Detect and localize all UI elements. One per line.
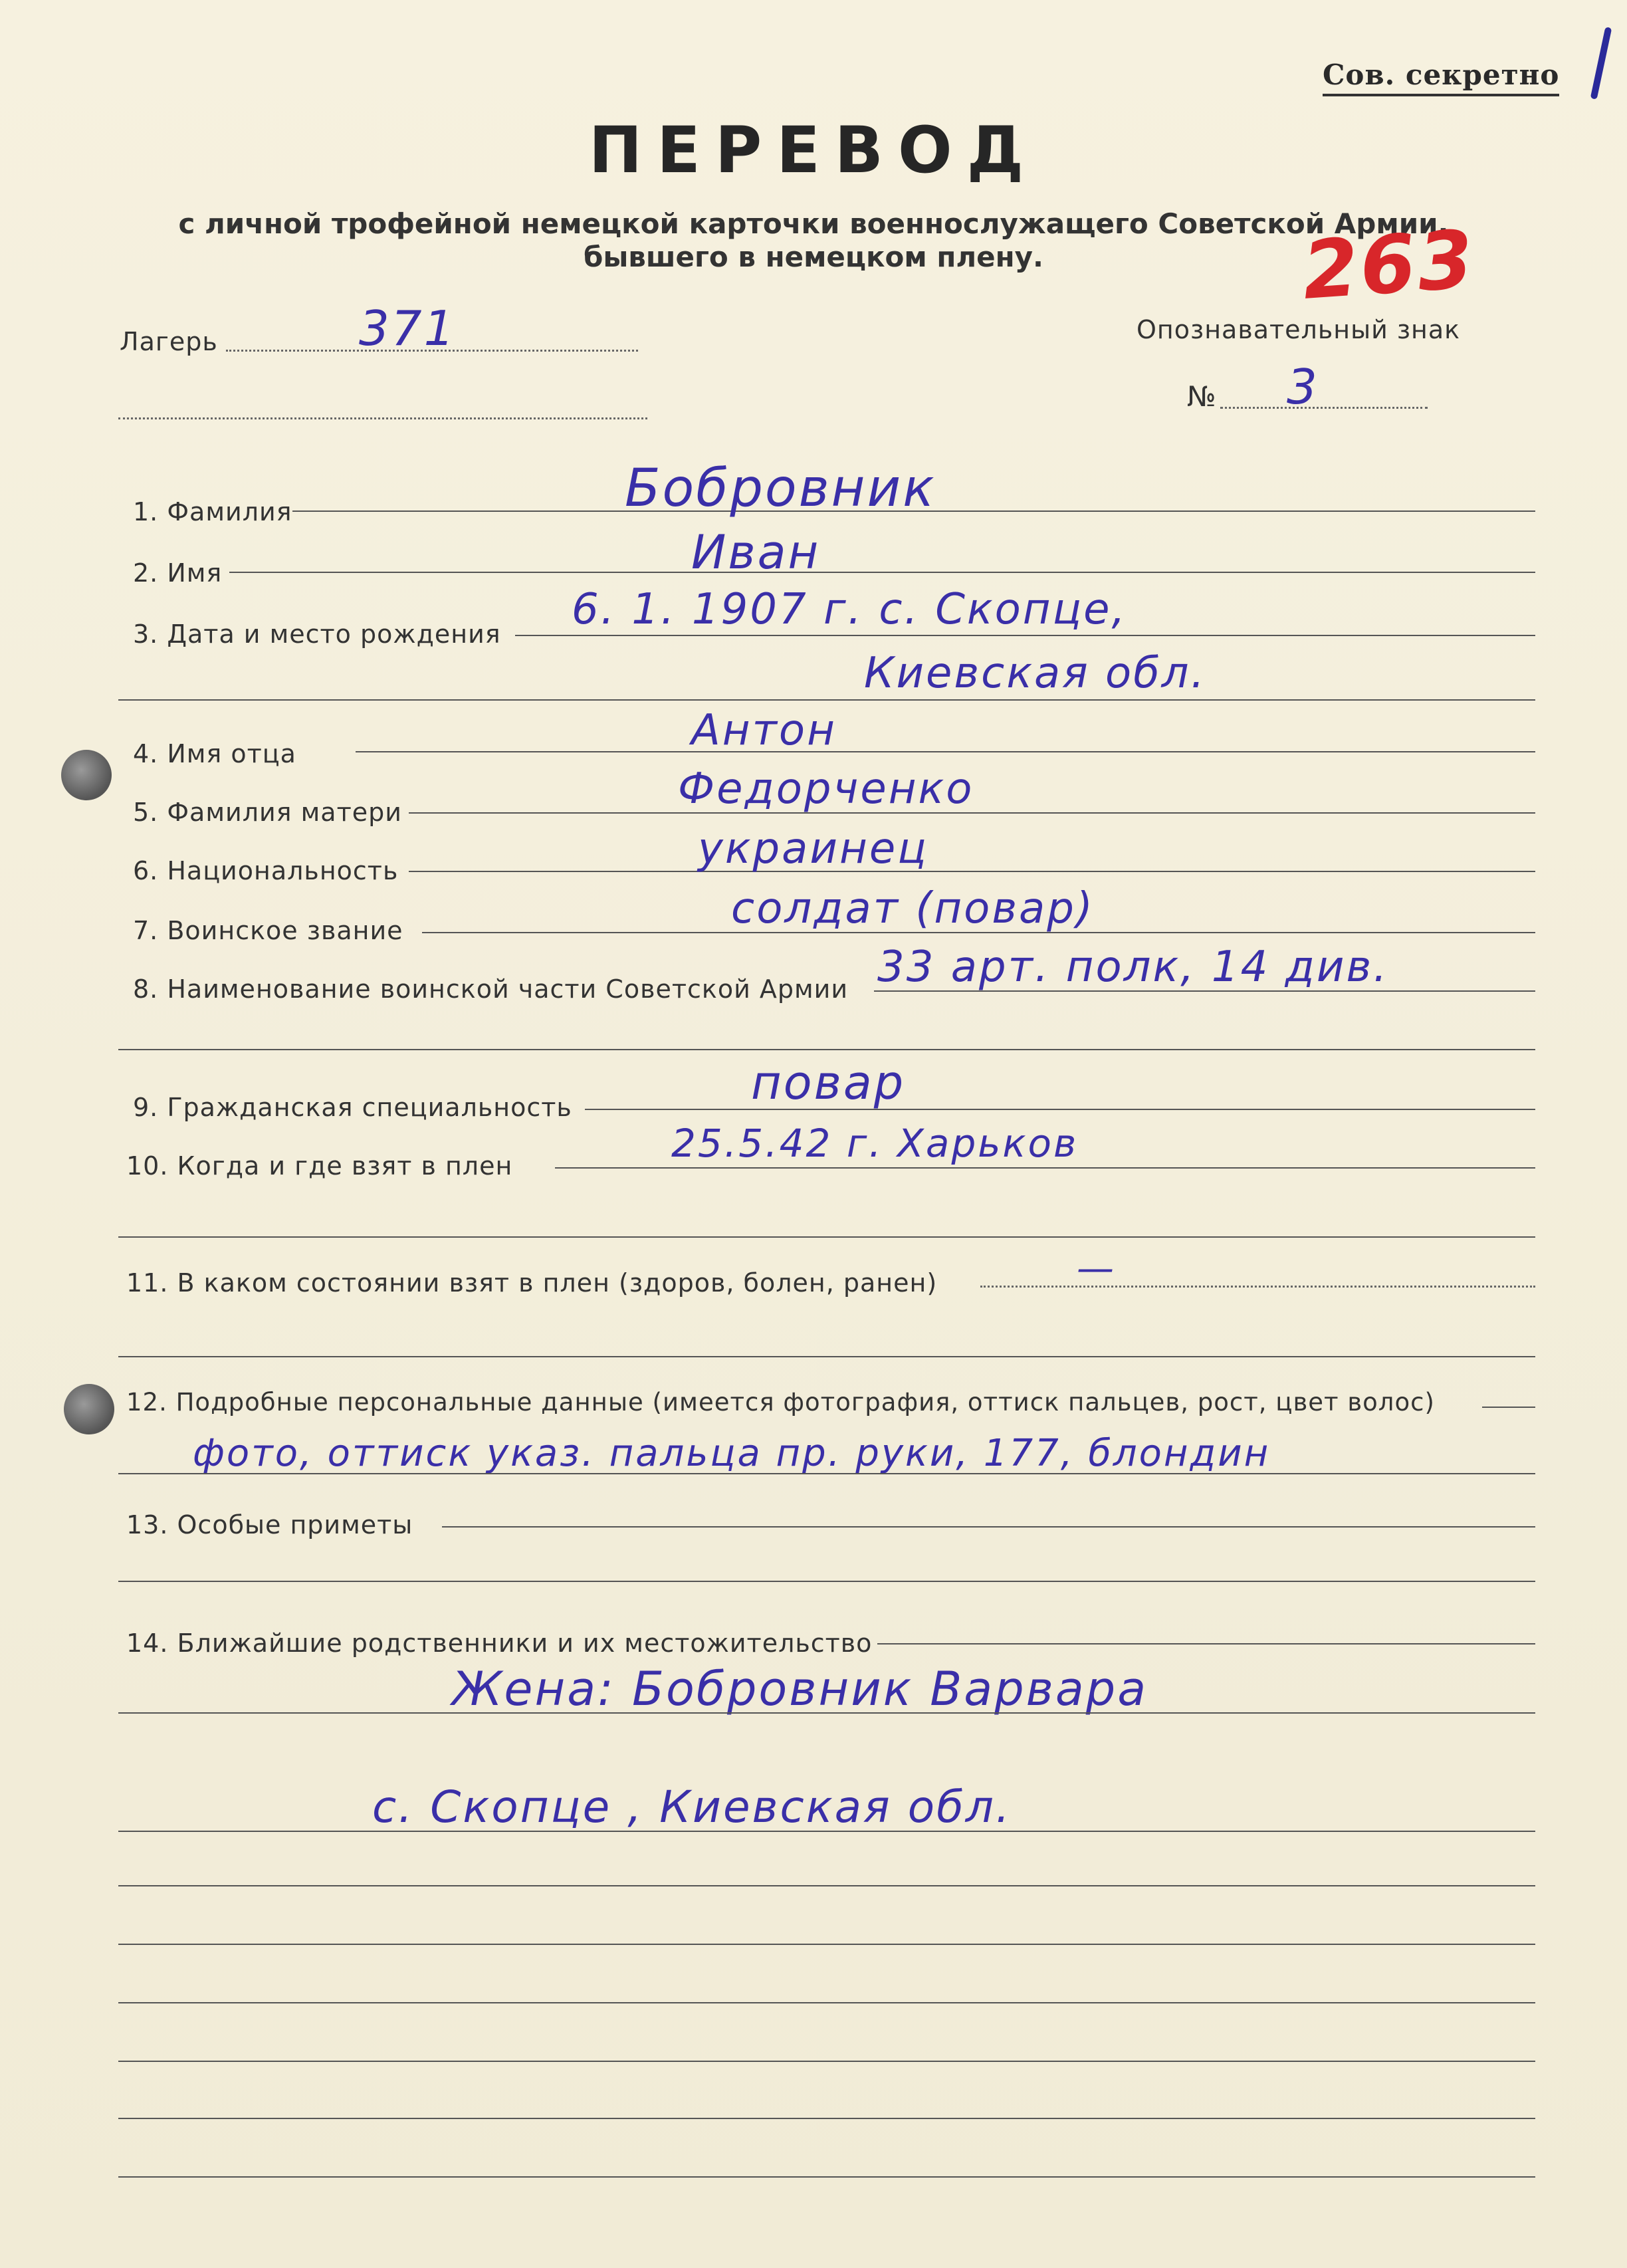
field-14-line: [877, 1643, 1535, 1644]
field-6-value: украинец: [698, 824, 928, 873]
red-handwritten-number: 263: [1299, 213, 1479, 318]
field-4-value: Антон: [691, 706, 837, 755]
id-number-label: №: [1187, 380, 1217, 413]
field-10-line-2: [118, 1236, 1535, 1238]
id-number-value: 3: [1287, 359, 1319, 415]
field-7-value: солдат (повар): [731, 884, 1095, 933]
field-8-label: 8. Наименование воинской части Советской Армии: [133, 974, 849, 1004]
field-8-line-2: [118, 1049, 1535, 1050]
field-12-line: [1482, 1407, 1535, 1408]
field-14-line-2: [118, 1712, 1535, 1714]
camp-value: 371: [359, 300, 457, 356]
document-title: ПЕРЕВОД: [588, 113, 1039, 187]
field-14-value-2: с. Скопце , Киевская обл.: [372, 1781, 1012, 1833]
field-11-label: 11. В каком состоянии взят в плен (здоров, болен, ранен): [126, 1268, 938, 1298]
field-2-label: 2. Имя: [133, 558, 223, 588]
field-3-label: 3. Дата и место рождения: [133, 620, 501, 649]
field-3-line-2: [118, 699, 1535, 701]
field-3-line: [515, 635, 1535, 636]
id-sign-label: Опознавательный знак: [1137, 315, 1461, 344]
field-10-label: 10. Когда и где взят в плен: [126, 1151, 513, 1181]
field-14-value: Жена: Бобровник Варвара: [452, 1662, 1148, 1716]
classification-stamp: Сов. секретно: [1323, 58, 1559, 96]
blank-line: [118, 1885, 1535, 1886]
field-7-label: 7. Воинское звание: [133, 916, 403, 945]
blank-line: [118, 2002, 1535, 2003]
field-12-line-2: [118, 1473, 1535, 1474]
subtitle-line-2: бывшего в немецком плену.: [584, 241, 1043, 273]
field-11-line-2: [118, 1356, 1535, 1357]
camp-label: Лагерь: [120, 327, 218, 356]
field-9-value: повар: [751, 1056, 906, 1110]
field-6-line: [409, 871, 1535, 872]
field-10-line: [555, 1167, 1535, 1169]
field-13-label: 13. Особые приметы: [126, 1510, 413, 1539]
field-8-value: 33 арт. полк, 14 див.: [877, 943, 1389, 992]
blank-line: [118, 2118, 1535, 2119]
field-2-line: [229, 572, 1535, 573]
blank-line: [118, 1944, 1535, 1945]
punch-hole: [64, 1384, 114, 1434]
field-1-label: 1. Фамилия: [133, 497, 292, 526]
blank-line: [118, 2176, 1535, 2178]
field-10-value: 25.5.42 г. Харьков: [671, 1121, 1079, 1166]
punch-hole: [61, 750, 112, 800]
field-9-line: [585, 1109, 1535, 1110]
blank-line: [118, 2061, 1535, 2062]
field-3-value: 6. 1. 1907 г. с. Скопце,: [572, 585, 1127, 634]
field-9-label: 9. Гражданская специальность: [133, 1093, 572, 1122]
field-4-label: 4. Имя отца: [133, 739, 296, 768]
field-13-line: [442, 1526, 1535, 1528]
field-5-label: 5. Фамилия матери: [133, 798, 402, 827]
field-12-label: 12. Подробные персональные данные (имеется фотография, оттиск пальцев, рост, цвет волос): [126, 1388, 1435, 1417]
field-5-value: Федорченко: [678, 764, 974, 814]
field-6-label: 6. Национальность: [133, 856, 399, 885]
field-11-value: —: [1077, 1247, 1116, 1290]
subtitle-line-1: с личной трофейной немецкой карточки военнослужащего Советской Армии,: [178, 207, 1449, 240]
field-11-line: [980, 1286, 1535, 1288]
field-3-value-2: Киевская обл.: [864, 649, 1206, 698]
camp-line-2: [118, 417, 647, 419]
id-number-line: [1220, 407, 1428, 409]
field-12-value: фото, оттиск указ. пальца пр. руки, 177, блондин: [193, 1432, 1271, 1475]
field-4-line: [356, 751, 1535, 752]
field-1-value: Бобровник: [625, 459, 936, 518]
field-13-line-2: [118, 1581, 1535, 1582]
blank-line: [118, 1831, 1535, 1832]
field-2-value: Иван: [691, 525, 821, 580]
field-14-label: 14. Ближайшие родственники и их местожительство: [126, 1629, 873, 1658]
